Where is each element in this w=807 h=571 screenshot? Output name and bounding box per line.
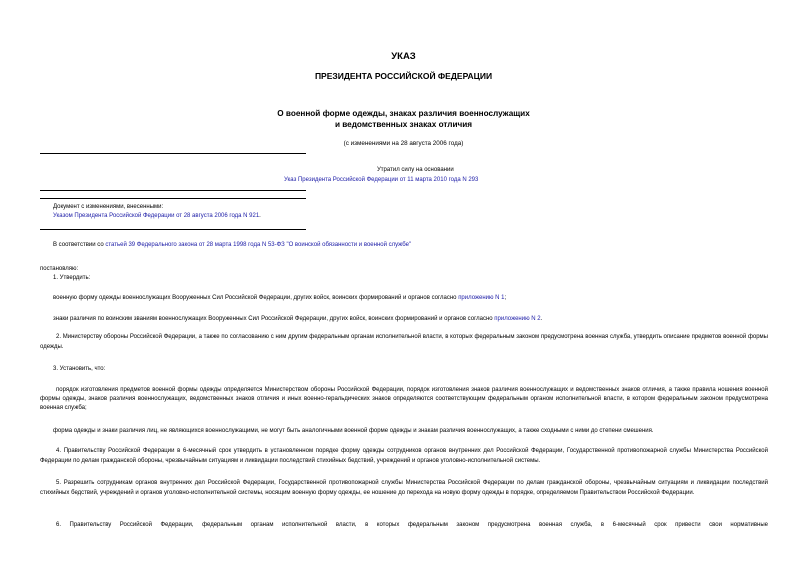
edition-note: (с изменениями на 28 августа 2006 года) [343, 140, 464, 147]
amendments-label: Документ с изменениями, внесенными: [53, 204, 164, 210]
paragraph-6: 6. Правительству Российской Федерации, федеральным органам исполнительной власти, в которых федеральным законом предусмотрена военная служба, в 6-месячный срок привести свои нормативные [56, 522, 768, 528]
amendments-link[interactable]: Указом Президента Российской Федерации от 28 августа 2006 года N 921 [53, 213, 260, 219]
paragraph-1b [53, 315, 542, 324]
preamble-law-link[interactable]: статьей 39 Федерального закона от 28 марта 1998 года N 53-ФЗ "О воинской обязанности и военной службе" [105, 242, 412, 248]
paragraph-3: 3. Установить, что: [53, 366, 106, 372]
resolved-label: постановляю: [40, 266, 79, 272]
paragraph-1: 1. Утвердить: [53, 275, 91, 281]
appendix-1-link[interactable]: приложению N 1 [458, 295, 505, 301]
paragraph-1b-text: знаки различия по воинским званиям военнослужащих Вооруженных Сил Российской Федерации, других войск, воинских формирований и органов согласно [53, 316, 495, 322]
preamble-prefix: В соответствии со [53, 242, 106, 248]
paragraph-4: 4. Правительству Российской Федерации в 6-месячный срок утвердить в установленном порядке форму одежды сотрудников органов внутренних дел Российской Федерации, Государственной противопожарной службы Министерства Российской Федерации по делам гражданской обороны, чрезвычайным ситуациям и ликвидации последствий стихийных бедствий, учреждений и органов уголовно-исполнительной системы. [40, 448, 768, 464]
amendments-line [53, 212, 261, 221]
document-subject-line-1: О военной форме одежды, знаках различия военнослужащих [277, 109, 530, 118]
paragraph-3a: порядок изготовления предметов военной формы одежды определяется Министерством обороны Российской Федерации, порядок изготовления знаков различия военнослужащих и ведомственных знаков отличия, а также правила ношения военной формы одежды, знаков различия военнослужащих, ведомственных знаков отличия и иных военно-геральдических знаков определяются соответствующим федеральным органом исполнительной власти, в котором федеральным законом предусмотрена военная служба; [40, 387, 768, 411]
appendix-2-link[interactable]: приложению N 2 [494, 316, 541, 322]
paragraph-1a-text: военную форму одежды военнослужащих Вооруженных Сил Российской Федерации, других войск, воинских формирований и органов согласно [53, 295, 459, 301]
divider [40, 198, 306, 199]
preamble [53, 241, 411, 250]
paragraph-1a-end: ; [504, 295, 507, 301]
lost-force-label: Утратил силу на основании [377, 167, 454, 173]
document-subject-line-2: и ведомственных знаках отличия [334, 120, 473, 129]
paragraph-1b-end: . [540, 316, 543, 322]
divider [40, 229, 306, 230]
divider [40, 190, 306, 191]
paragraph-2: 2. Министерству обороны Российской Федерации, а также по согласованию с ним другим федеральным органам исполнительной власти, в которых федеральным законом предусмотрена военная служба, утвердить описание предметов военной формы одежды. [40, 334, 768, 350]
amendments-end: . [259, 213, 261, 219]
document-title: УКАЗ [391, 51, 416, 62]
paragraph-3b: форма одежды и знаки различия лиц, не являющихся военнослужащими, не могут быть аналогичными военной форме одежды и знакам различия военнослужащих, а также сходными с ними до степени смешения. [53, 428, 654, 434]
divider [40, 153, 306, 154]
paragraph-1a [53, 294, 506, 303]
lost-force-link[interactable]: Указ Президента Российской Федерации от 11 марта 2010 года N 293 [284, 177, 479, 183]
document-issuer: ПРЕЗИДЕНТА РОССИЙСКОЙ ФЕДЕРАЦИИ [314, 71, 493, 81]
paragraph-5: 5. Разрешить сотрудникам органов внутренних дел Российской Федерации, Государственной противопожарной службы Министерства Российской Федерации по делам гражданской обороны, чрезвычайным ситуациям и ликвидации последствий стихийных бедствий, учреждений и органов уголовно-исполнительной системы, носящим военную форму одежды, ее ношение до перехода на новую форму одежды в порядке, определяемом Правительством Российской Федерации. [40, 480, 768, 496]
